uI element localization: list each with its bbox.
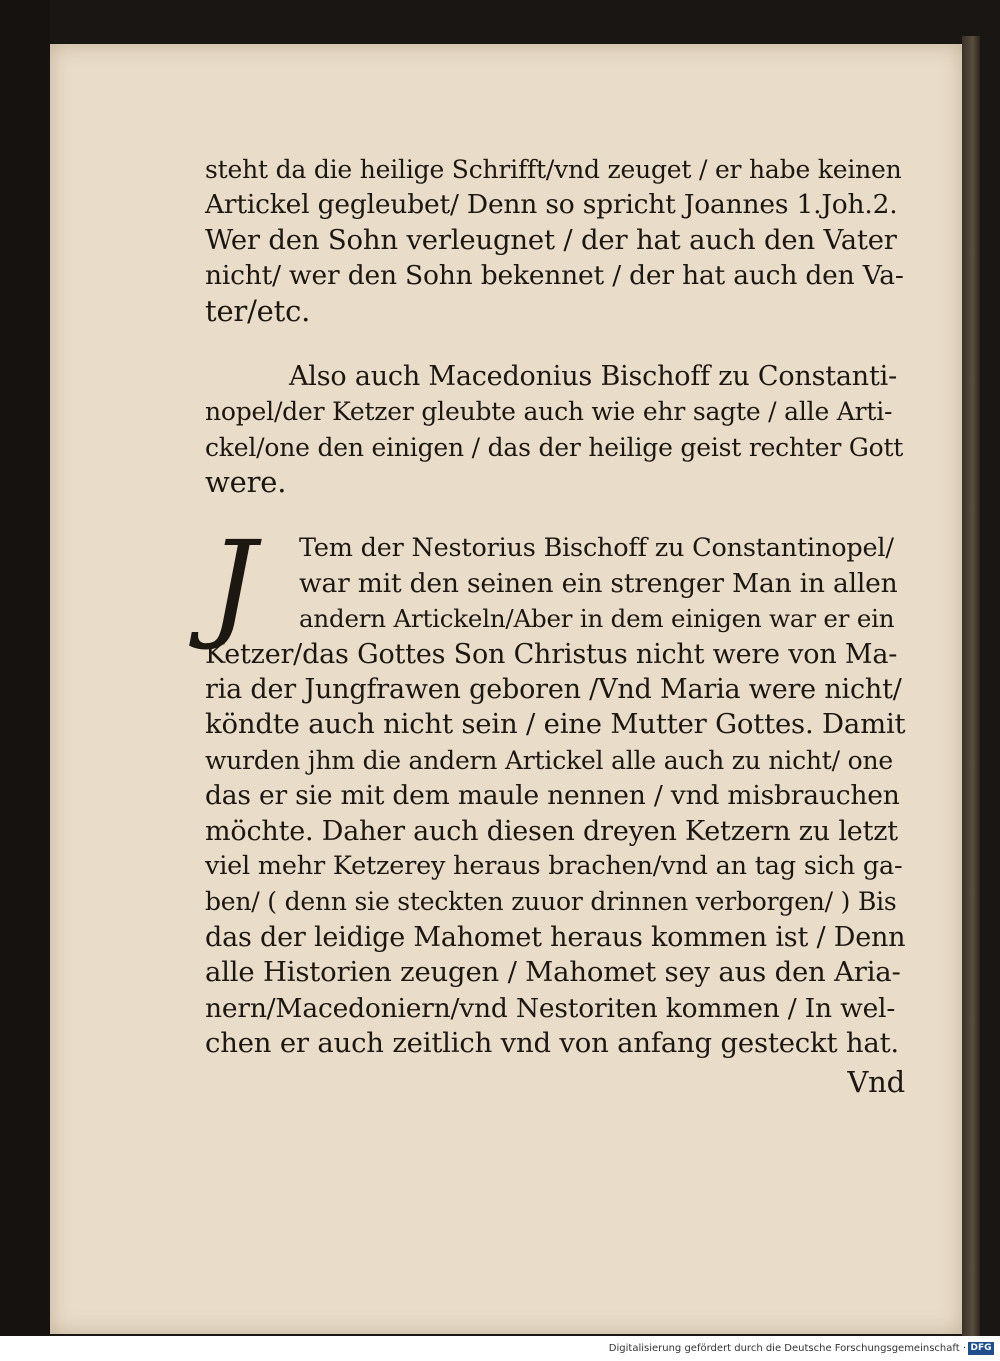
text-line: möchte. Daher auch diesen dreyen Ketzern zu letzt <box>205 815 898 847</box>
text-line: nopel/der Ketzer gleubte auch wie ehr sagte / alle Arti- <box>205 397 893 427</box>
paragraph-1 <box>205 152 905 329</box>
text-line: ckel/one den einigen / das der heilige geist rechter Gott <box>205 432 904 462</box>
text-line: ria der Jungfrawen geboren /Vnd Maria were nicht/ <box>205 674 902 706</box>
text-line: were. <box>205 465 287 500</box>
page-text <box>205 152 905 1101</box>
text-line: nicht/ wer den Sohn bekennet / der hat auch den Va- <box>205 260 904 292</box>
text-line: Wer den Sohn verleugnet / der hat auch den Vater <box>205 223 897 256</box>
text-line: köndte auch nicht sein / eine Mutter Gottes. Damit <box>205 708 906 741</box>
text-line: das er sie mit dem maule nennen / vnd misbrauchen <box>205 780 900 812</box>
paragraph-2 <box>205 359 905 501</box>
text-line: Also auch Macedonius Bischoff zu Constanti- <box>289 360 898 392</box>
drop-cap-initial: J <box>209 514 257 653</box>
text-line: steht da die heilige Schrifft/vnd zeuget / er habe keinen <box>205 155 902 184</box>
text-line: alle Historien zeugen / Mahomet sey aus den Aria- <box>205 956 901 989</box>
text-line: das der leidige Mahomet heraus kommen ist / Denn <box>205 921 906 953</box>
text-line: andern Artickeln/Aber in dem einigen war er ein <box>299 604 895 634</box>
text-line: ben/ ( denn sie steckten zuuor drinnen verborgen/ ) Bis <box>205 887 897 917</box>
text-line: Artickel gegleubet/ Denn so spricht Joannes 1.Joh.2. <box>205 189 898 221</box>
catchword: Vnd <box>847 1065 905 1100</box>
dfg-logo: DFG <box>968 1342 994 1355</box>
footer-bar <box>0 1336 1000 1361</box>
text-line: Ketzer/das Gottes Son Christus nicht were von Ma- <box>205 638 898 670</box>
text-line: war mit den seinen ein strenger Man in allen <box>299 567 898 599</box>
text-line: viel mehr Ketzerey heraus brachen/vnd an tag sich ga- <box>205 851 903 882</box>
paragraph-3 <box>205 514 906 1062</box>
text-line: chen er auch zeitlich vnd von anfang gesteckt hat. <box>205 1026 899 1059</box>
funding-credit: Digitalisierung gefördert durch die Deutsche Forschungsgemeinschaft · <box>608 1343 966 1354</box>
text-line: ter/etc. <box>205 293 311 328</box>
book-gutter <box>0 0 50 1336</box>
text-line: Tem der Nestorius Bischoff zu Constantinopel/ <box>299 532 894 563</box>
text-line: nern/Macedoniern/vnd Nestoriten kommen / In wel- <box>205 992 896 1024</box>
book-edge <box>962 36 980 1336</box>
text-line: wurden jhm die andern Artickel alle auch zu nicht/ one <box>205 745 893 775</box>
